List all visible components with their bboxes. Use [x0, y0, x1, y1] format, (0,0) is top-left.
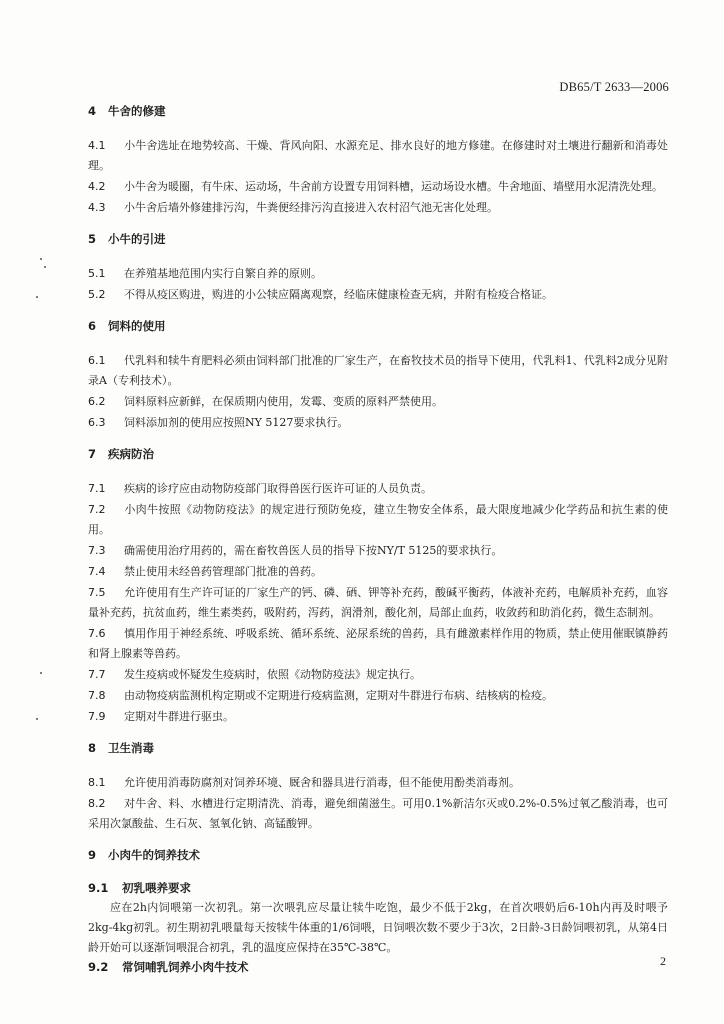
scan-speck	[40, 258, 42, 260]
clause: 7.6 慎用作用于神经系统、呼吸系统、循环系统、泌尿系统的兽药，具有雌激素样作用的物质，禁止使用催眠镇静药和肾上腺素等兽药。	[88, 627, 668, 660]
subsection-heading: 9.2 常饲哺乳饲养小肉牛技术	[88, 960, 249, 974]
subsection-heading: 9.1 初乳喂养要求	[88, 881, 191, 895]
clause: 5.2 不得从疫区购进，购进的小公犊应隔离观察，经临床健康检查无病，并附有检疫合格证。	[88, 288, 553, 301]
clause: 4.1 小牛舍选址在地势较高、干燥、背风向阳、水源充足、排水良好的地方修建。在修建时对土壤进行翻新和消毒处理。	[88, 139, 668, 172]
page-number: 2	[660, 954, 666, 968]
scan-speck	[36, 718, 38, 720]
clause: 6.2 饲料原料应新鲜，在保质期内使用，发霉、变质的原料严禁使用。	[88, 395, 443, 408]
scan-speck	[36, 296, 38, 298]
clause: 8.1 允许使用消毒防腐剂对饲养环境、厩舍和器具进行消毒，但不能使用酚类消毒剂。	[88, 776, 520, 789]
clause: 6.1 代乳料和犊牛育肥料必须由饲料部门批准的厂家生产，在畜牧技术员的指导下使用，代乳料1、代乳料2成分见附录A（专利技术）。	[88, 354, 668, 387]
section-8	[88, 740, 668, 834]
section-heading: 4 牛舍的修建	[88, 104, 166, 118]
section-heading: 7 疾病防治	[88, 447, 154, 461]
clause: 7.4 禁止使用未经兽药管理部门批准的兽药。	[88, 565, 322, 578]
subsection-body: 应在2h内饲喂第一次初乳。第一次喂乳应尽量让犊牛吃饱，最少不低于2kg，在首次喂奶后6-10h内再及时喂予2kg-4kg初乳。初生期初乳喂量每天按犊牛体重的1/6饲喂，日饲喂次数不要少于3次，2日龄-3日龄饲喂初乳，从第4日龄开始可以逐渐饲喂混合初乳，乳的温度应保持在35℃-38℃。	[88, 901, 668, 954]
section-heading: 8 卫生消毒	[88, 741, 154, 755]
document-body	[88, 103, 668, 992]
scan-speck	[44, 266, 46, 268]
clause: 7.7 发生疫病或怀疑发生疫病时，依照《动物防疫法》规定执行。	[88, 668, 421, 681]
section-4	[88, 103, 668, 218]
clause: 7.3 确需使用治疗用药的，需在畜牧兽医人员的指导下按NY/T 5125的要求执行。	[88, 544, 503, 557]
clause: 7.1 疾病的诊疗应由动物防疫部门取得兽医行医许可证的人员负责。	[88, 482, 432, 495]
clause: 5.1 在养殖基地范围内实行自繁自养的原则。	[88, 267, 322, 280]
clause: 4.3 小牛舍后墙外修建排污沟，牛粪便经排污沟直接进入农村沼气池无害化处理。	[88, 201, 498, 214]
clause: 7.9 定期对牛群进行驱虫。	[88, 710, 234, 723]
section-heading: 5 小牛的引进	[88, 232, 166, 246]
section-6	[88, 318, 668, 433]
standard-code: DB65/T 2633—2006	[559, 80, 669, 94]
section-5	[88, 231, 668, 305]
clause: 8.2 对牛舍、料、水槽进行定期清洗、消毒，避免细菌滋生。可用0.1%新洁尔灭或0.2%-0.5%过氧乙酸消毒，也可采用次氯酸盐、生石灰、氢氧化钠、高锰酸钾。	[88, 797, 668, 830]
clause: 4.2 小牛舍为暖圈，有牛床、运动场，牛舍前方设置专用饲料槽，运动场设水槽。牛舍地面、墙壁用水泥清洗处理。	[88, 180, 663, 193]
section-9	[88, 847, 668, 975]
scan-speck	[40, 672, 42, 674]
section-heading: 9 小肉牛的饲养技术	[88, 848, 200, 862]
clause: 6.3 饲料添加剂的使用应按照NY 5127要求执行。	[88, 416, 349, 429]
section-7	[88, 446, 668, 727]
section-heading: 6 饲料的使用	[88, 319, 166, 333]
clause: 7.5 允许使用有生产许可证的厂家生产的钙、磷、硒、钾等补充药，酸碱平衡药，体液补充药，电解质补充药，血容量补充药，抗贫血药，维生素类药，吸附药，泻药，润滑剂，酸化剂，局部止血药，收敛药和助消化药，微生态制剂。	[88, 586, 668, 619]
clause: 7.8 由动物疫病监测机构定期或不定期进行疫病监测，定期对牛群进行布病、结核病的检疫。	[88, 689, 553, 702]
clause: 7.2 小肉牛按照《动物防疫法》的规定进行预防免疫，建立生物安全体系，最大限度地减少化学药品和抗生素的使用。	[88, 503, 668, 536]
